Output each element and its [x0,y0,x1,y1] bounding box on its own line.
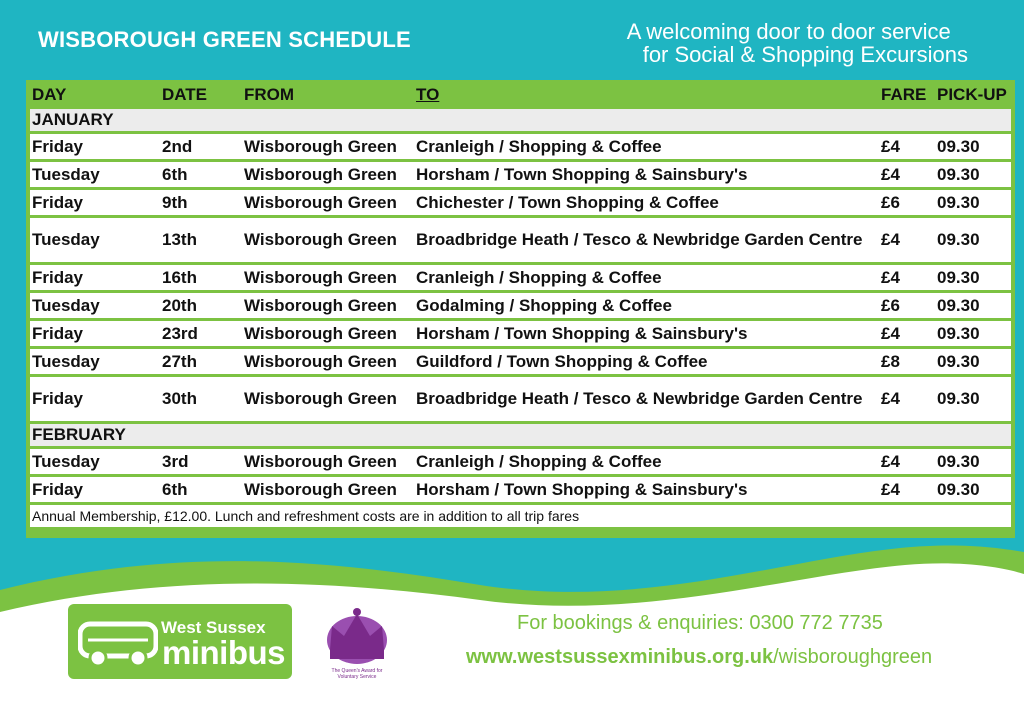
cell-day: Tuesday [30,293,160,318]
cell-fare: £4 [879,218,935,262]
cell-date: 23rd [160,321,242,346]
cell-fare: £4 [879,134,935,159]
cell-pickup: 09.30 [935,321,1011,346]
cell-date: 20th [160,293,242,318]
cell-pickup: 09.30 [935,293,1011,318]
cell-day: Tuesday [30,162,160,187]
tagline-line-1: A welcoming door to door service [626,19,951,44]
cell-from: Wisborough Green [242,293,414,318]
cell-pickup: 09.30 [935,377,1011,421]
logo-text-minibus: minibus [162,634,286,671]
column-header-pickup: PICK-UP [935,84,1011,106]
cell-pickup: 09.30 [935,449,1011,474]
cell-day: Tuesday [30,349,160,374]
website-link[interactable] [466,646,932,669]
cell-fare: £4 [879,321,935,346]
cell-from: Wisborough Green [242,349,414,374]
queens-award-caption: The Queen's Award for Voluntary Service [331,668,383,680]
cell-to: Broadbridge Heath / Tesco & Newbridge Garden Centre [414,218,879,262]
cell-fare: £4 [879,162,935,187]
crown-icon [318,606,396,668]
cell-fare: £6 [879,293,935,318]
cell-date: 3rd [160,449,242,474]
month-label: JANUARY [30,109,1011,131]
cell-to: Cranleigh / Shopping & Coffee [414,449,879,474]
column-header-day: DAY [30,84,160,106]
cell-pickup: 09.30 [935,349,1011,374]
cell-day: Friday [30,377,160,421]
cell-day: Friday [30,190,160,215]
website-domain: www.westsussexminibus.org.uk [466,646,774,668]
cell-fare: £4 [879,265,935,290]
cell-pickup: 09.30 [935,477,1011,502]
cell-pickup: 09.30 [935,190,1011,215]
cell-to: Broadbridge Heath / Tesco & Newbridge Garden Centre [414,377,879,421]
cell-date: 6th [160,477,242,502]
cell-from: Wisborough Green [242,449,414,474]
cell-to: Horsham / Town Shopping & Sainsbury's [414,321,879,346]
cell-date: 16th [160,265,242,290]
cell-to: Cranleigh / Shopping & Coffee [414,134,879,159]
cell-fare: £4 [879,377,935,421]
cell-from: Wisborough Green [242,190,414,215]
cell-date: 9th [160,190,242,215]
cell-date: 13th [160,218,242,262]
cell-to: Horsham / Town Shopping & Sainsbury's [414,162,879,187]
cell-pickup: 09.30 [935,134,1011,159]
logo-text-west-sussex: West Sussex [161,618,266,637]
cell-from: Wisborough Green [242,377,414,421]
tagline-line-2: for Social & Shopping Excursions [642,42,968,67]
cell-to: Guildford / Town Shopping & Coffee [414,349,879,374]
page-title: WISBOROUGH GREEN SCHEDULE [38,27,411,52]
cell-fare: £8 [879,349,935,374]
cell-fare: £4 [879,449,935,474]
cell-to: Cranleigh / Shopping & Coffee [414,265,879,290]
cell-pickup: 09.30 [935,162,1011,187]
contact-info: For bookings & enquiries: 0300 772 7735 [517,612,883,634]
column-header-fare: FARE [879,84,935,106]
cell-from: Wisborough Green [242,477,414,502]
cell-pickup: 09.30 [935,265,1011,290]
cell-date: 27th [160,349,242,374]
cell-day: Tuesday [30,449,160,474]
cell-pickup: 09.30 [935,218,1011,262]
membership-note: Annual Membership, £12.00. Lunch and refreshment costs are in addition to all trip fares [30,505,1011,527]
cell-to: Chichester / Town Shopping & Coffee [414,190,879,215]
cell-day: Tuesday [30,218,160,262]
cell-from: Wisborough Green [242,265,414,290]
cell-day: Friday [30,477,160,502]
cell-day: Friday [30,134,160,159]
cell-fare: £4 [879,477,935,502]
cell-date: 30th [160,377,242,421]
cell-day: Friday [30,321,160,346]
column-header-from: FROM [242,84,414,106]
cell-day: Friday [30,265,160,290]
cell-fare: £6 [879,190,935,215]
cell-from: Wisborough Green [242,134,414,159]
column-header-to: TO [414,84,879,106]
cell-from: Wisborough Green [242,218,414,262]
month-label: FEBRUARY [30,424,1011,446]
cell-to: Godalming / Shopping & Coffee [414,293,879,318]
cell-date: 2nd [160,134,242,159]
column-header-date: DATE [160,84,242,106]
cell-from: Wisborough Green [242,162,414,187]
website-path: /wisboroughgreen [773,646,933,668]
minibus-icon [78,620,158,670]
cell-from: Wisborough Green [242,321,414,346]
cell-to: Horsham / Town Shopping & Sainsbury's [414,477,879,502]
cell-date: 6th [160,162,242,187]
